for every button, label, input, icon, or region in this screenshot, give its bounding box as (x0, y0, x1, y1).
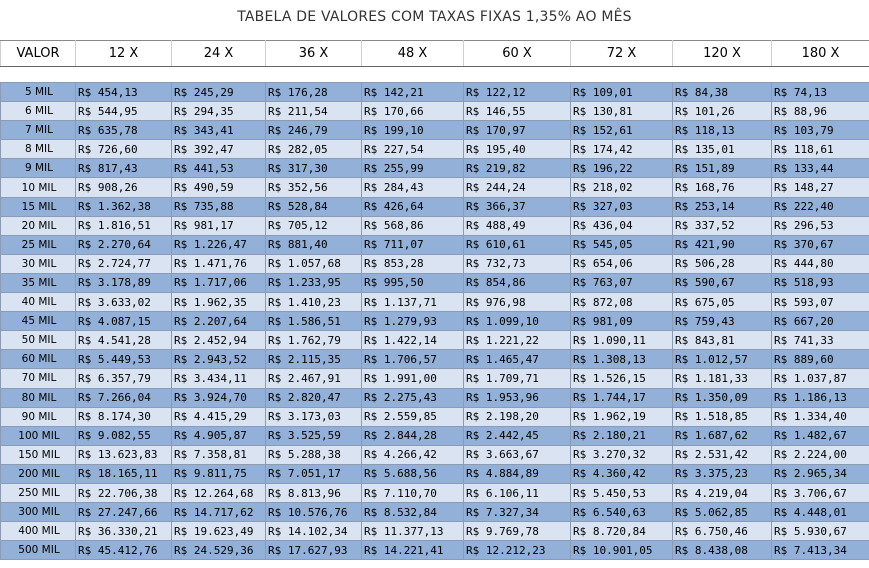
installment-value-cell: R$ 2.198,20 (464, 407, 571, 426)
installment-value-cell: R$ 2.442,45 (464, 426, 571, 445)
row-label-cell: 50 MIL (1, 331, 76, 350)
installment-value-cell: R$ 174,42 (571, 140, 673, 159)
installment-value-cell: R$ 843,81 (673, 331, 772, 350)
table-row (1, 159, 869, 178)
installment-value-cell: R$ 3.270,32 (571, 445, 673, 464)
row-label-cell: 35 MIL (1, 273, 76, 292)
installment-value-cell: R$ 528,84 (266, 197, 362, 216)
installment-value-cell: R$ 146,55 (464, 102, 571, 121)
table-row (1, 331, 869, 350)
installment-value-cell: R$ 995,50 (362, 273, 464, 292)
installment-value-cell: R$ 488,49 (464, 216, 571, 235)
installment-value-cell: R$ 544,95 (76, 102, 172, 121)
installment-value-cell: R$ 118,61 (772, 140, 869, 159)
column-header-72x: 72 X (571, 41, 673, 67)
installment-value-cell: R$ 118,13 (673, 121, 772, 140)
row-label-cell: 70 MIL (1, 369, 76, 388)
column-header-60x: 60 X (464, 41, 571, 67)
installment-value-cell: R$ 741,33 (772, 331, 869, 350)
installment-value-cell: R$ 109,01 (571, 83, 673, 102)
installment-value-cell: R$ 1.962,19 (571, 407, 673, 426)
installment-value-cell: R$ 726,60 (76, 140, 172, 159)
column-header-180x: 180 X (772, 41, 869, 67)
installment-value-cell: R$ 8.532,84 (362, 503, 464, 522)
installment-value-cell: R$ 1.762,79 (266, 331, 362, 350)
installment-value-cell: R$ 3.924,70 (172, 388, 266, 407)
installment-value-cell: R$ 12.212,23 (464, 541, 571, 560)
installment-value-cell: R$ 246,79 (266, 121, 362, 140)
installment-value-cell: R$ 6.106,11 (464, 483, 571, 502)
installment-value-cell: R$ 196,22 (571, 159, 673, 178)
installment-value-cell: R$ 4.087,15 (76, 312, 172, 331)
installment-value-cell: R$ 854,86 (464, 273, 571, 292)
installment-value-cell: R$ 6.357,79 (76, 369, 172, 388)
row-label-cell: 8 MIL (1, 140, 76, 159)
row-label-cell: 7 MIL (1, 121, 76, 140)
installment-value-cell: R$ 74,13 (772, 83, 869, 102)
installment-value-cell: R$ 872,08 (571, 293, 673, 312)
installment-value-cell: R$ 1.717,06 (172, 273, 266, 292)
installment-value-cell: R$ 1.037,87 (772, 369, 869, 388)
column-header-valor: VALOR (1, 41, 76, 67)
installment-value-cell: R$ 3.706,67 (772, 483, 869, 502)
installment-value-cell: R$ 2.820,47 (266, 388, 362, 407)
installment-value-cell: R$ 732,73 (464, 254, 571, 273)
installment-value-cell: R$ 1.279,93 (362, 312, 464, 331)
installment-value-cell: R$ 763,07 (571, 273, 673, 292)
installment-value-cell: R$ 10.576,76 (266, 503, 362, 522)
installment-value-cell: R$ 24.529,36 (172, 541, 266, 560)
installment-value-cell: R$ 3.525,59 (266, 426, 362, 445)
column-header-24x: 24 X (172, 41, 266, 67)
installment-value-cell: R$ 2.844,28 (362, 426, 464, 445)
installment-value-cell: R$ 711,07 (362, 235, 464, 254)
column-header-12x: 12 X (76, 41, 172, 67)
row-label-cell: 200 MIL (1, 464, 76, 483)
installment-value-cell: R$ 9.811,75 (172, 464, 266, 483)
installment-value-cell: R$ 2.180,21 (571, 426, 673, 445)
installment-value-cell: R$ 36.330,21 (76, 522, 172, 541)
installment-value-cell: R$ 735,88 (172, 197, 266, 216)
table-row (1, 273, 869, 292)
table-row (1, 216, 869, 235)
installment-value-cell: R$ 282,05 (266, 140, 362, 159)
installment-value-cell: R$ 170,97 (464, 121, 571, 140)
row-label-cell: 45 MIL (1, 312, 76, 331)
installment-value-cell: R$ 5.450,53 (571, 483, 673, 502)
installment-value-cell: R$ 22.706,38 (76, 483, 172, 502)
installment-value-cell: R$ 454,13 (76, 83, 172, 102)
installment-value-cell: R$ 4.266,42 (362, 445, 464, 464)
installment-value-cell: R$ 4.219,04 (673, 483, 772, 502)
installment-value-cell: R$ 317,30 (266, 159, 362, 178)
installment-value-cell: R$ 103,79 (772, 121, 869, 140)
row-label-cell: 100 MIL (1, 426, 76, 445)
installment-value-cell: R$ 1.526,15 (571, 369, 673, 388)
installment-value-cell: R$ 590,67 (673, 273, 772, 292)
row-label-cell: 9 MIL (1, 159, 76, 178)
installment-value-cell: R$ 8.813,96 (266, 483, 362, 502)
installment-value-cell: R$ 3.633,02 (76, 293, 172, 312)
installment-value-cell: R$ 5.449,53 (76, 350, 172, 369)
installment-value-cell: R$ 1.186,13 (772, 388, 869, 407)
table-row (1, 197, 869, 216)
installment-value-cell: R$ 490,59 (172, 178, 266, 197)
installment-value-cell: R$ 152,61 (571, 121, 673, 140)
installment-value-cell: R$ 421,90 (673, 235, 772, 254)
installment-value-cell: R$ 1.308,13 (571, 350, 673, 369)
table-row (1, 369, 869, 388)
installment-value-cell: R$ 18.165,11 (76, 464, 172, 483)
installment-value-cell: R$ 568,86 (362, 216, 464, 235)
row-label-cell: 25 MIL (1, 235, 76, 254)
row-label-cell: 300 MIL (1, 503, 76, 522)
installment-value-cell: R$ 133,44 (772, 159, 869, 178)
installment-value-cell: R$ 2.943,52 (172, 350, 266, 369)
table-row (1, 254, 869, 273)
installment-value-cell: R$ 1.181,33 (673, 369, 772, 388)
installment-value-cell: R$ 219,82 (464, 159, 571, 178)
installment-value-cell: R$ 1.233,95 (266, 273, 362, 292)
installment-value-cell: R$ 506,28 (673, 254, 772, 273)
table-row (1, 445, 869, 464)
installment-value-cell: R$ 1.057,68 (266, 254, 362, 273)
installment-value-cell: R$ 2.965,34 (772, 464, 869, 483)
installment-value-cell: R$ 392,47 (172, 140, 266, 159)
installment-value-cell: R$ 88,96 (772, 102, 869, 121)
installment-value-cell: R$ 10.901,05 (571, 541, 673, 560)
installment-value-cell: R$ 148,27 (772, 178, 869, 197)
installment-value-cell: R$ 218,02 (571, 178, 673, 197)
installment-value-cell: R$ 1.099,10 (464, 312, 571, 331)
installment-value-cell: R$ 1.709,71 (464, 369, 571, 388)
installment-value-cell: R$ 436,04 (571, 216, 673, 235)
installment-value-cell: R$ 675,05 (673, 293, 772, 312)
row-label-cell: 60 MIL (1, 350, 76, 369)
installment-value-cell: R$ 1.221,22 (464, 331, 571, 350)
installment-value-cell: R$ 2.467,91 (266, 369, 362, 388)
installment-value-cell: R$ 705,12 (266, 216, 362, 235)
installment-value-cell: R$ 253,14 (673, 197, 772, 216)
table-row (1, 522, 869, 541)
installment-value-cell: R$ 881,40 (266, 235, 362, 254)
installment-value-cell: R$ 244,24 (464, 178, 571, 197)
installment-value-cell: R$ 853,28 (362, 254, 464, 273)
installment-value-cell: R$ 2.452,94 (172, 331, 266, 350)
table-row (1, 140, 869, 159)
installment-value-cell: R$ 3.663,67 (464, 445, 571, 464)
installment-value-cell: R$ 4.448,01 (772, 503, 869, 522)
table-row (1, 178, 869, 197)
installment-value-cell: R$ 27.247,66 (76, 503, 172, 522)
installment-value-cell: R$ 222,40 (772, 197, 869, 216)
installment-value-cell: R$ 7.051,17 (266, 464, 362, 483)
installment-value-cell: R$ 6.750,46 (673, 522, 772, 541)
installment-value-cell: R$ 19.623,49 (172, 522, 266, 541)
installment-value-cell: R$ 1.744,17 (571, 388, 673, 407)
installment-value-cell: R$ 2.207,64 (172, 312, 266, 331)
installment-value-cell: R$ 142,21 (362, 83, 464, 102)
installment-value-cell: R$ 1.687,62 (673, 426, 772, 445)
installment-value-cell: R$ 908,26 (76, 178, 172, 197)
installment-value-cell: R$ 2.115,35 (266, 350, 362, 369)
row-label-cell: 15 MIL (1, 197, 76, 216)
table-row (1, 483, 869, 502)
installment-value-cell: R$ 84,38 (673, 83, 772, 102)
installment-value-cell: R$ 151,89 (673, 159, 772, 178)
table-row (1, 83, 869, 102)
installment-value-cell: R$ 2.531,42 (673, 445, 772, 464)
installment-value-cell: R$ 255,99 (362, 159, 464, 178)
row-label-cell: 400 MIL (1, 522, 76, 541)
installment-value-cell: R$ 227,54 (362, 140, 464, 159)
installment-value-cell: R$ 6.540,63 (571, 503, 673, 522)
installment-value-cell: R$ 610,61 (464, 235, 571, 254)
installment-value-cell: R$ 3.173,03 (266, 407, 362, 426)
row-label-cell: 150 MIL (1, 445, 76, 464)
installment-value-cell: R$ 981,17 (172, 216, 266, 235)
installment-value-cell: R$ 135,01 (673, 140, 772, 159)
installment-value-cell: R$ 343,41 (172, 121, 266, 140)
installment-value-cell: R$ 284,43 (362, 178, 464, 197)
installment-value-cell: R$ 45.412,76 (76, 541, 172, 560)
installment-value-cell: R$ 4.884,89 (464, 464, 571, 483)
installment-value-cell: R$ 593,07 (772, 293, 869, 312)
installment-value-cell: R$ 11.377,13 (362, 522, 464, 541)
installment-value-cell: R$ 4.360,42 (571, 464, 673, 483)
installment-value-cell: R$ 3.178,89 (76, 273, 172, 292)
installment-value-cell: R$ 1.706,57 (362, 350, 464, 369)
installment-value-cell: R$ 8.438,08 (673, 541, 772, 560)
installment-value-cell: R$ 889,60 (772, 350, 869, 369)
row-label-cell: 10 MIL (1, 178, 76, 197)
installment-value-cell: R$ 2.559,85 (362, 407, 464, 426)
installment-value-cell: R$ 5.288,38 (266, 445, 362, 464)
installment-value-cell: R$ 1.816,51 (76, 216, 172, 235)
table-row (1, 235, 869, 254)
header-row (1, 41, 869, 67)
installment-value-cell: R$ 635,78 (76, 121, 172, 140)
installment-value-cell: R$ 7.327,34 (464, 503, 571, 522)
installment-value-cell: R$ 1.012,57 (673, 350, 772, 369)
installment-value-cell: R$ 9.769,78 (464, 522, 571, 541)
installment-value-cell: R$ 12.264,68 (172, 483, 266, 502)
installment-value-cell: R$ 14.221,41 (362, 541, 464, 560)
installment-value-cell: R$ 122,12 (464, 83, 571, 102)
table-row (1, 503, 869, 522)
installment-value-cell: R$ 370,67 (772, 235, 869, 254)
table-row (1, 426, 869, 445)
row-label-cell: 6 MIL (1, 102, 76, 121)
installment-value-cell: R$ 1.991,00 (362, 369, 464, 388)
installment-value-cell: R$ 1.482,67 (772, 426, 869, 445)
table-row (1, 312, 869, 331)
row-label-cell: 500 MIL (1, 541, 76, 560)
installment-value-cell: R$ 2.275,43 (362, 388, 464, 407)
installment-value-cell: R$ 327,03 (571, 197, 673, 216)
row-label-cell: 30 MIL (1, 254, 76, 273)
installment-value-cell: R$ 9.082,55 (76, 426, 172, 445)
installment-value-cell: R$ 3.375,23 (673, 464, 772, 483)
installment-value-cell: R$ 1.518,85 (673, 407, 772, 426)
row-label-cell: 250 MIL (1, 483, 76, 502)
installment-value-cell: R$ 1.090,11 (571, 331, 673, 350)
table-title: TABELA DE VALORES COM TAXAS FIXAS 1,35% AO MÊS (237, 9, 632, 25)
installment-value-cell: R$ 199,10 (362, 121, 464, 140)
installment-value-cell: R$ 2.224,00 (772, 445, 869, 464)
row-label-cell: 90 MIL (1, 407, 76, 426)
installment-value-cell: R$ 1.362,38 (76, 197, 172, 216)
installment-value-cell: R$ 1.422,14 (362, 331, 464, 350)
installment-value-cell: R$ 1.226,47 (172, 235, 266, 254)
installment-value-cell: R$ 5.930,67 (772, 522, 869, 541)
installment-value-cell: R$ 976,98 (464, 293, 571, 312)
installment-value-cell: R$ 168,76 (673, 178, 772, 197)
table-row (1, 541, 869, 560)
installment-value-cell: R$ 4.541,28 (76, 331, 172, 350)
column-header-36x: 36 X (266, 41, 362, 67)
installment-value-cell: R$ 352,56 (266, 178, 362, 197)
installment-value-cell: R$ 7.110,70 (362, 483, 464, 502)
table-row (1, 407, 869, 426)
installment-value-cell: R$ 195,40 (464, 140, 571, 159)
installment-value-cell: R$ 1.471,76 (172, 254, 266, 273)
installment-value-cell: R$ 1.586,51 (266, 312, 362, 331)
row-label-cell: 80 MIL (1, 388, 76, 407)
installment-value-cell: R$ 366,37 (464, 197, 571, 216)
installment-value-cell: R$ 7.358,81 (172, 445, 266, 464)
installment-value-cell: R$ 981,09 (571, 312, 673, 331)
installment-value-cell: R$ 1.953,96 (464, 388, 571, 407)
installment-value-cell: R$ 1.350,09 (673, 388, 772, 407)
installment-value-cell: R$ 817,43 (76, 159, 172, 178)
installment-value-cell: R$ 8.720,84 (571, 522, 673, 541)
installment-value-cell: R$ 5.688,56 (362, 464, 464, 483)
table-row (1, 102, 869, 121)
installment-value-cell: R$ 2.724,77 (76, 254, 172, 273)
spacer-row (1, 67, 869, 83)
installment-value-cell: R$ 426,64 (362, 197, 464, 216)
table-row (1, 293, 869, 312)
installment-value-cell: R$ 14.717,62 (172, 503, 266, 522)
installment-value-cell: R$ 14.102,34 (266, 522, 362, 541)
installment-value-cell: R$ 4.905,87 (172, 426, 266, 445)
installment-value-cell: R$ 1.410,23 (266, 293, 362, 312)
row-label-cell: 5 MIL (1, 83, 76, 102)
installment-value-cell: R$ 7.413,34 (772, 541, 869, 560)
installment-value-cell: R$ 518,93 (772, 273, 869, 292)
table-row (1, 350, 869, 369)
installment-value-cell: R$ 337,52 (673, 216, 772, 235)
installment-value-cell: R$ 211,54 (266, 102, 362, 121)
installment-value-cell: R$ 441,53 (172, 159, 266, 178)
row-label-cell: 40 MIL (1, 293, 76, 312)
installment-value-cell: R$ 654,06 (571, 254, 673, 273)
installment-value-cell: R$ 545,05 (571, 235, 673, 254)
installment-value-cell: R$ 176,28 (266, 83, 362, 102)
column-header-120x: 120 X (673, 41, 772, 67)
row-label-cell: 20 MIL (1, 216, 76, 235)
installment-value-cell: R$ 17.627,93 (266, 541, 362, 560)
installment-value-cell: R$ 296,53 (772, 216, 869, 235)
installment-value-cell: R$ 170,66 (362, 102, 464, 121)
installment-value-cell: R$ 245,29 (172, 83, 266, 102)
installment-value-cell: R$ 3.434,11 (172, 369, 266, 388)
installment-value-cell: R$ 8.174,30 (76, 407, 172, 426)
installment-value-cell: R$ 101,26 (673, 102, 772, 121)
installment-value-cell: R$ 294,35 (172, 102, 266, 121)
installment-value-cell: R$ 1.137,71 (362, 293, 464, 312)
column-header-48x: 48 X (362, 41, 464, 67)
table-row (1, 121, 869, 140)
installment-value-cell: R$ 5.062,85 (673, 503, 772, 522)
rates-table (0, 40, 869, 560)
installment-value-cell: R$ 444,80 (772, 254, 869, 273)
installment-value-cell: R$ 130,81 (571, 102, 673, 121)
installment-value-cell: R$ 667,20 (772, 312, 869, 331)
installment-value-cell: R$ 1.962,35 (172, 293, 266, 312)
installment-value-cell: R$ 7.266,04 (76, 388, 172, 407)
installment-value-cell: R$ 759,43 (673, 312, 772, 331)
installment-value-cell: R$ 1.465,47 (464, 350, 571, 369)
table-row (1, 464, 869, 483)
installment-value-cell: R$ 2.270,64 (76, 235, 172, 254)
installment-value-cell: R$ 1.334,40 (772, 407, 869, 426)
installment-value-cell: R$ 13.623,83 (76, 445, 172, 464)
table-row (1, 388, 869, 407)
installment-value-cell: R$ 4.415,29 (172, 407, 266, 426)
